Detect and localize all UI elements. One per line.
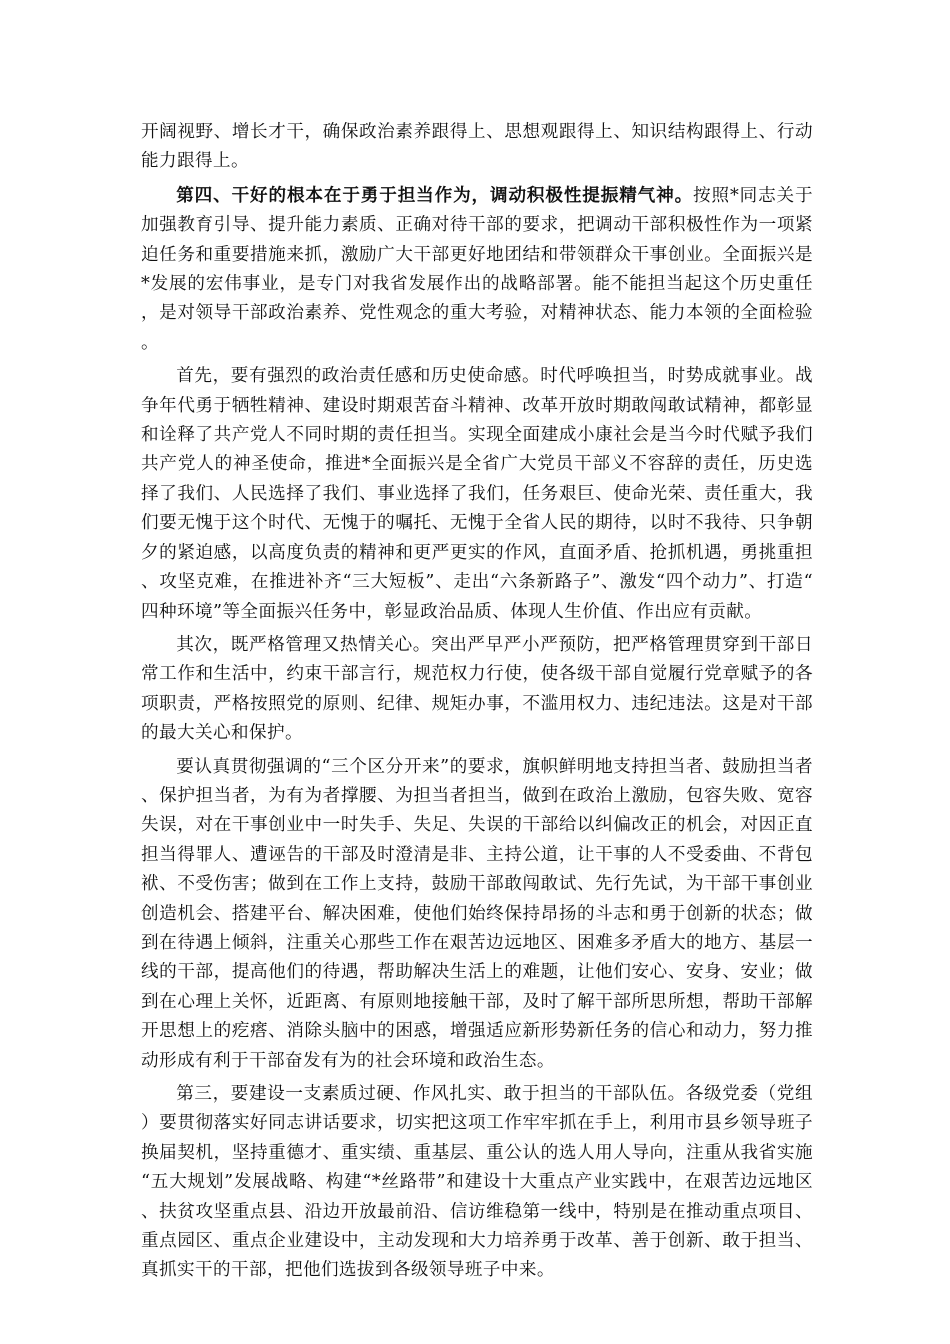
- paragraph-text: 第三，要建设一支素质过硬、作风扎实、敢于担当的干部队伍。各级党委（党组）要贯彻落实好同志讲话要求，切实把这项工作牢牢抓在手上，利用市县乡领导班子换届契机，坚持重德才、重实绩、重基层、重公认的选人用人导向，注重从我省实施“五大规划”发展战略、构建“*丝路带”和建设十大重点产业实践中，在艰苦边远地区、扶贫攻坚重点县、沿边开放最前沿、信访维稳第一线中，特别是在推动重点项目、重点园区、重点企业建设中，主动发现和大力培养勇于改革、善于创新、敢于担当、真抓实干的干部，把他们选拔到各级领导班子中来。: [141, 1084, 813, 1281]
- paragraph-third-point: [141, 1080, 813, 1286]
- paragraph-text: 按照*同志关于加强教育引导、提升能力素质、正确对待干部的要求，把调动干部积极性作为一项紧迫任务和重要措施来抓，激励广大干部更好地团结和带领群众干事创业。全面振兴是*发展的宏伟事业，是专门对我省发展作出的战略部署。能不能担当起这个历史重任，是对领导干部政治素养、党性观念的重大考验，对精神状态、能力本领的全面检验。: [141, 185, 813, 353]
- paragraph-section-four: [141, 181, 813, 358]
- paragraph-three-distinctions: [141, 753, 813, 1076]
- paragraph-text: 要认真贯彻强调的“三个区分开来”的要求，旗帜鲜明地支持担当者、鼓励担当者、保护担当者，为有为者撑腰、为担当者担当，做到在政治上激励，包容失败、宽容失误，对在干事创业中一时失手、失足、失误的干部给以纠偏改正的机会，对因正直担当得罪人、遭诬告的干部及时澄清是非、主持公道，让干事的人不受委曲、不背包袱、不受伤害；做到在工作上支持，鼓励干部敢闯敢试、先行先试，为干部干事创业创造机会、搭建平台、解决困难，使他们始终保持昂扬的斗志和勇于创新的状态；做到在待遇上倾斜，注重关心那些工作在艰苦边远地区、困难多矛盾大的地方、基层一线的干部，提高他们的待遇，帮助解决生活上的难题，让他们安心、安身、安业；做到在心理上关怀，近距离、有原则地接触干部，及时了解干部所思所想，帮助干部解开思想上的疙瘩、消除头脑中的困惑，增强适应新形势新任务的信心和动力，努力推动形成有利于干部奋发有为的社会环境和政治生态。: [141, 756, 813, 1071]
- paragraph-first-point: [141, 362, 813, 627]
- paragraph-second-point: [141, 631, 813, 749]
- paragraph-continuation: [141, 118, 813, 177]
- paragraph-text: 其次，既严格管理又热情关心。突出严早严小严预防，把严格管理贯穿到干部日常工作和生活中，约束干部言行，规范权力行使，使各级干部自觉履行党章赋予的各项职责，严格按照党的原则、纪律、规矩办事，不滥用权力、违纪违法。这是对干部的最大关心和保护。: [141, 634, 813, 744]
- section-heading-lead: 第四、干好的根本在于勇于担当作为，调动积极性提振精气神。: [176, 184, 694, 206]
- paragraph-text: 开阔视野、增长才干，确保政治素养跟得上、思想观跟得上、知识结构跟得上、行动能力跟得上。: [141, 122, 813, 172]
- paragraph-text: 首先，要有强烈的政治责任感和历史使命感。时代呼唤担当，时势成就事业。战争年代勇于牺牲精神、建设时期艰苦奋斗精神、改革开放时期敢闯敢试精神，都彰显和诠释了共产党人不同时期的责任担当。实现全面建成小康社会是当今时代赋予我们共产党人的神圣使命，推进*全面振兴是全省广大党员干部义不容辞的责任，历史选择了我们、人民选择了我们、事业选择了我们，任务艰巨、使命光荣、责任重大，我们要无愧于这个时代、无愧于的嘱托、无愧于全省人民的期待，以时不我待、只争朝夕的紧迫感，以高度负责的精神和更严更实的作风，直面矛盾、抢抓机遇，勇挑重担、攻坚克难，在推进补齐“三大短板”、走出“六条新路子”、激发“四个动力”、打造“四种环境”等全面振兴任务中，彰显政治品质、体现人生价值、作出应有贡献。: [141, 366, 813, 622]
- document-page: [141, 118, 813, 1286]
